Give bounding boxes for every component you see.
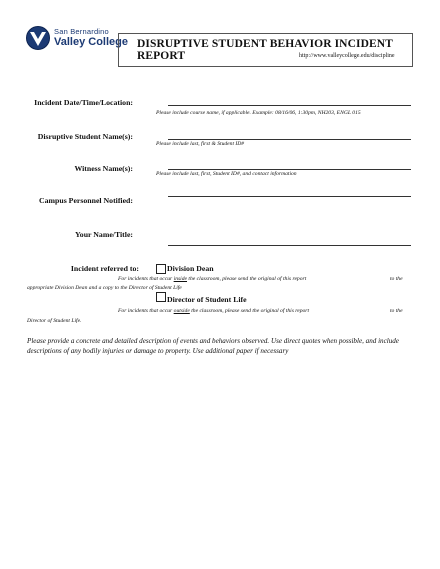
incident-date-hint: Please include course name, if applicable. Example: 08/16/06, 1:30pm, NH203, ENGL 015 (156, 110, 361, 116)
director-note-to: to the (390, 308, 403, 314)
division-dean-label: Division Dean (167, 264, 214, 273)
incident-date-label: Incident Date/Time/Location: (34, 98, 133, 107)
description-instructions: Please provide a concrete and detailed description of events and behaviors observed. Use direct quotes when possible, and include descriptions of any bodily injuries or damage to property. Use additional paper if necessary (27, 337, 399, 355)
incident-date-field[interactable] (168, 105, 411, 106)
director-note-prefix: For incidents that occur (118, 308, 173, 314)
division-dean-note-suffix: the classroom, please send the original of this report (188, 276, 307, 282)
student-names-label: Disruptive Student Name(s): (37, 132, 133, 141)
director-student-life-label: Director of Student Life (167, 295, 247, 304)
director-note-suffix: the classroom, please send the original of this report (191, 308, 310, 314)
witness-names-hint: Please include last, first, Student ID#, and contact information (156, 171, 297, 177)
witness-names-label: Witness Name(s): (74, 164, 133, 173)
director-note-line2: Director of Student Life. (27, 318, 82, 324)
division-dean-note-prefix: For incidents that occur (118, 276, 173, 282)
student-names-field[interactable] (168, 139, 411, 140)
campus-personnel-field[interactable] (168, 196, 411, 197)
division-dean-checkbox[interactable] (156, 264, 166, 274)
logo-text-large: Valley College (54, 36, 128, 48)
student-names-hint: Please include last, first & Student ID# (156, 141, 245, 147)
campus-personnel-label: Campus Personnel Notified: (39, 196, 133, 205)
your-name-field[interactable] (168, 245, 411, 246)
report-url: http://www.valleycollege.edu/discipline (299, 53, 395, 59)
logo-text-small: San Bernardino (54, 27, 109, 36)
referred-to-label: Incident referred to: (70, 264, 139, 273)
witness-names-field[interactable] (168, 169, 411, 170)
division-dean-note-line2: appropriate Division Dean and a copy to the Director of Student Life (27, 285, 182, 291)
director-note-location: outside (173, 308, 190, 314)
report-title: DISRUPTIVE STUDENT BEHAVIOR INCIDENT REPORT (137, 38, 393, 62)
your-name-label: Your Name/Title: (75, 230, 133, 239)
division-dean-note-location: inside (173, 276, 188, 282)
division-dean-note-to: to the (390, 276, 403, 282)
college-logo-mark (26, 26, 50, 50)
division-dean-note (118, 276, 306, 282)
director-note (118, 308, 309, 314)
director-student-life-checkbox[interactable] (156, 292, 166, 302)
